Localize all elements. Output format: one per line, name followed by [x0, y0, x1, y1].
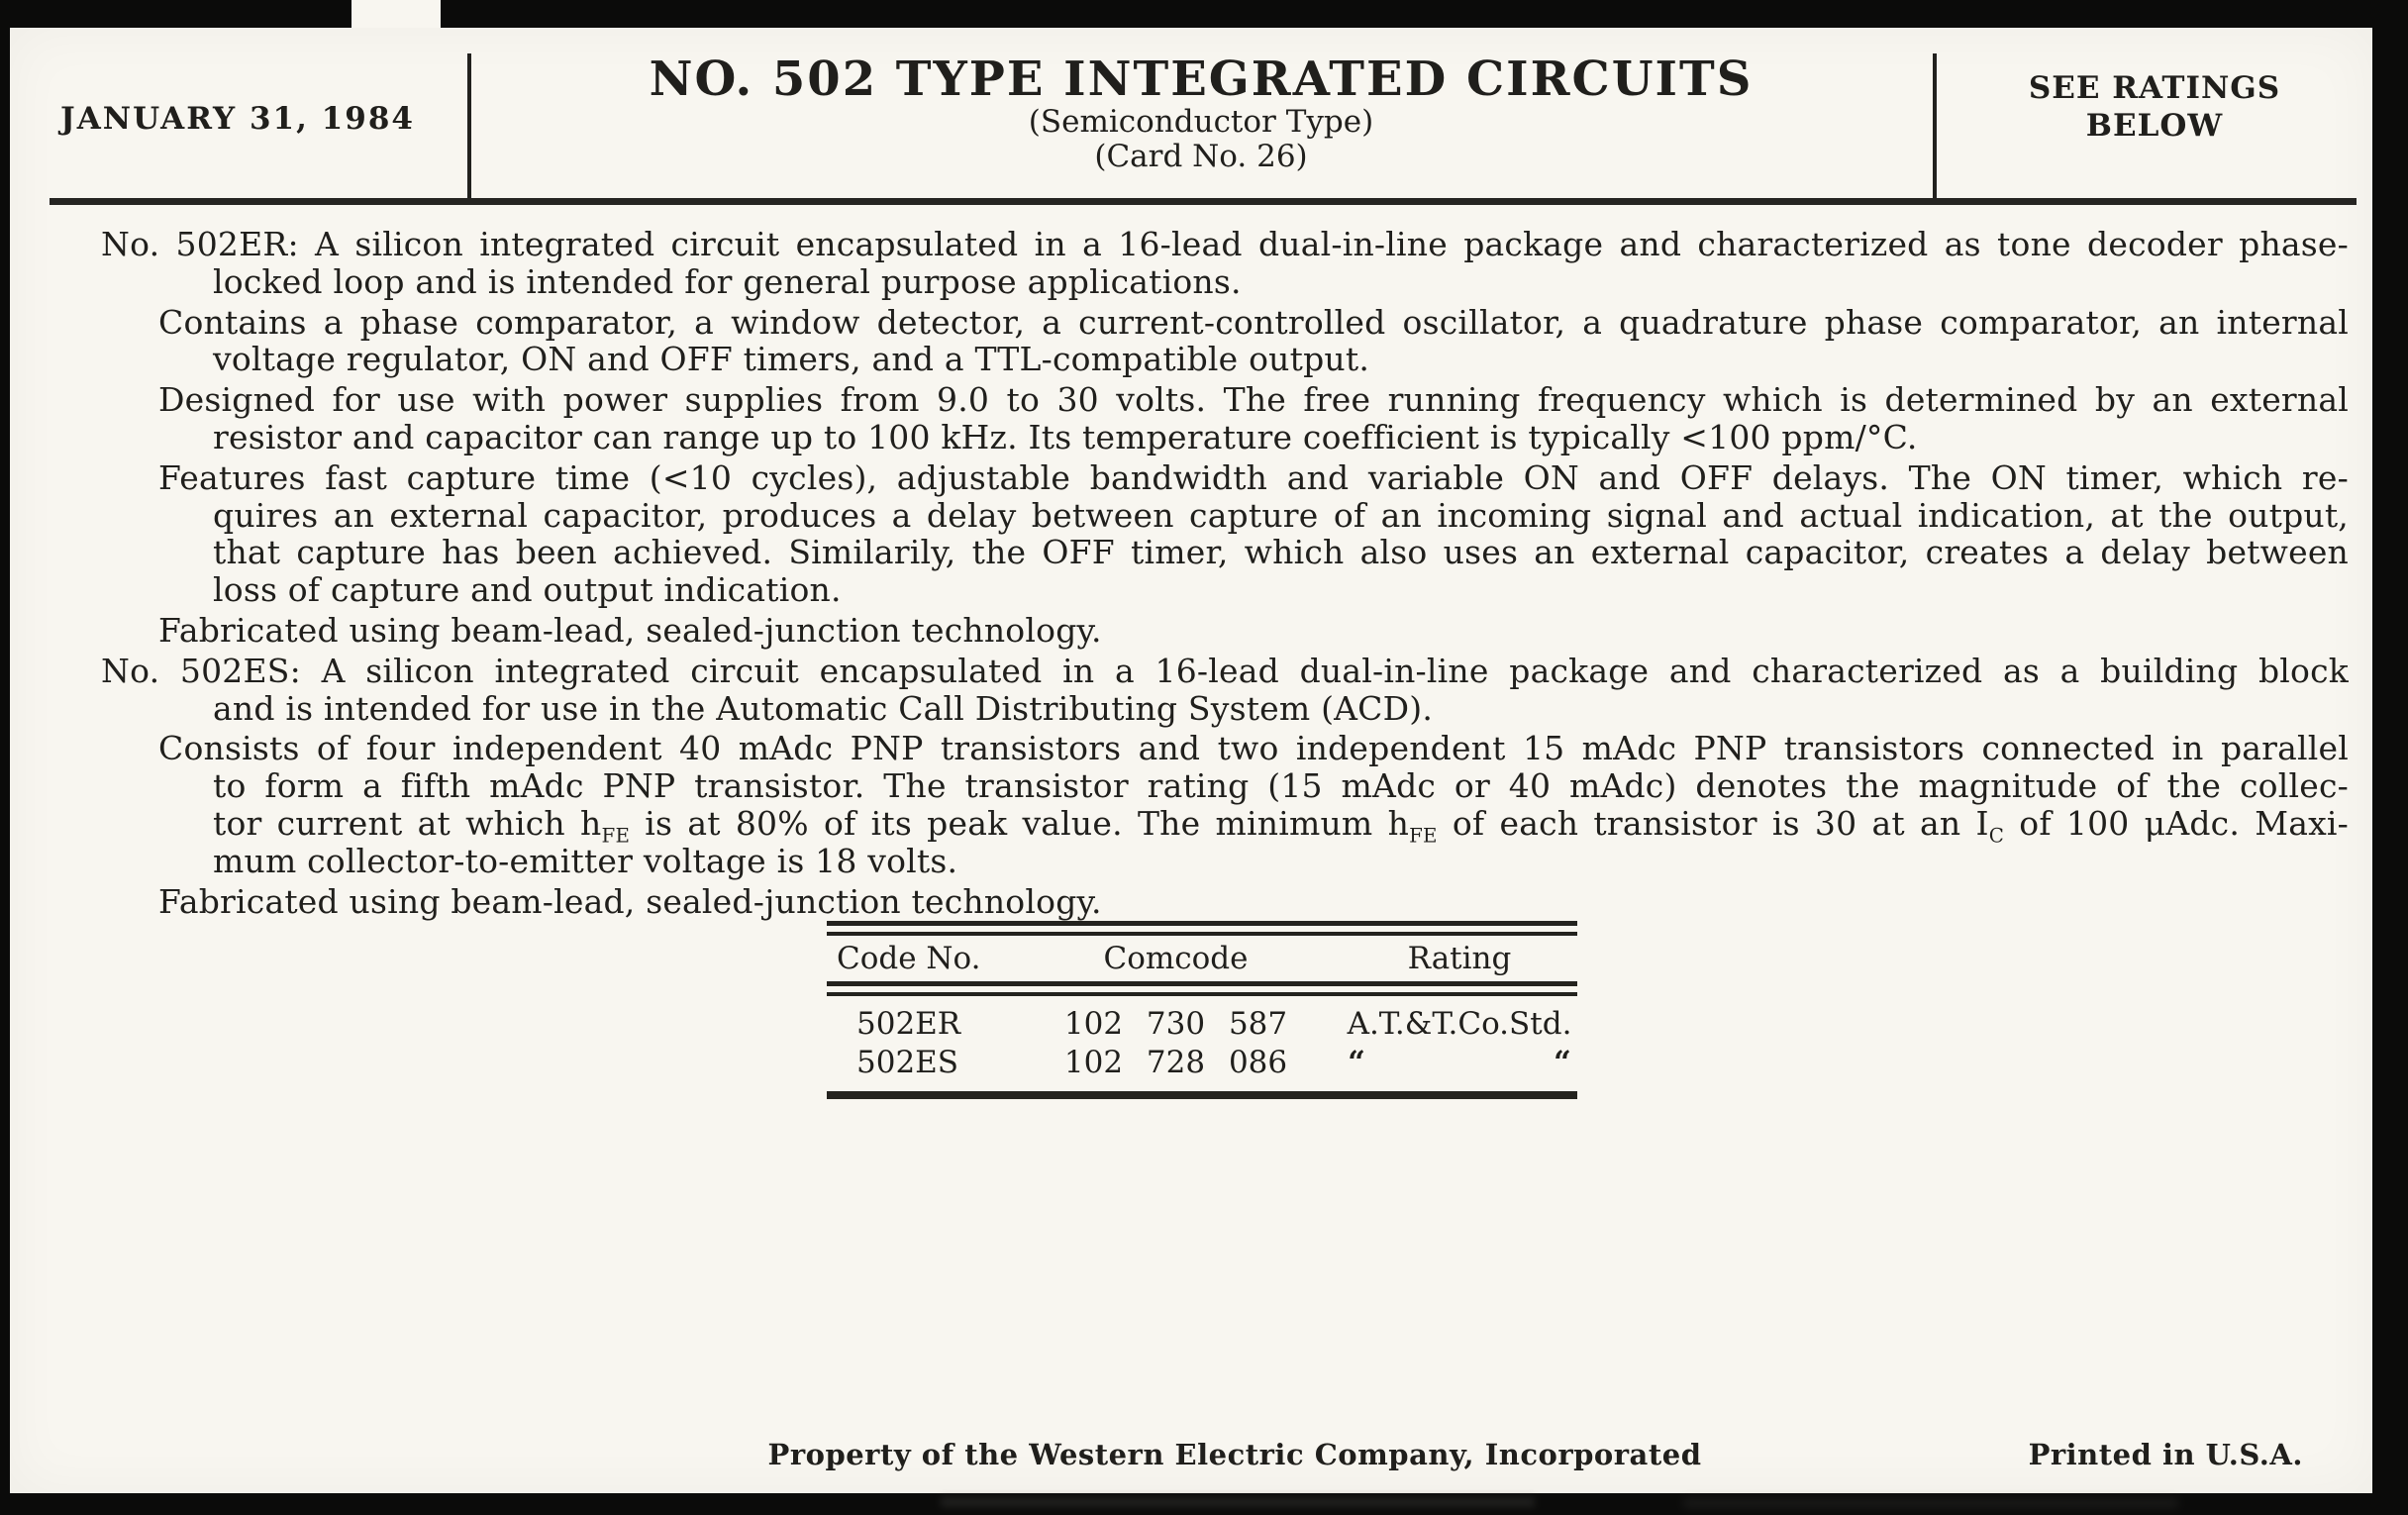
text-line: quires an external capacitor, produces a delay between capture of an incoming signal and actual indication, at the output, — [213, 495, 2349, 535]
cell-rating — [1342, 1045, 1577, 1080]
document-title: NO. 502 TYPE INTEGRATED CIRCUITS — [649, 51, 1754, 107]
column-header-code: Code No. — [837, 941, 981, 976]
ratings-note — [1937, 69, 2372, 145]
ratings-note-line: SEE RATINGS — [2028, 70, 2281, 106]
datasheet-card — [10, 28, 2372, 1493]
text-line: mum collector-to-emitter voltage is 18 volts. — [213, 841, 958, 880]
cell-code-no: 502ES — [856, 1044, 959, 1080]
cell-comcode: 102 728 086 — [1063, 1044, 1288, 1080]
cell-comcode: 102 730 587 — [1063, 1005, 1288, 1042]
card-number: (Card No. 26) — [1094, 139, 1308, 174]
scan-edge-notch — [351, 0, 441, 28]
cell-code-no: 502ER — [856, 1005, 961, 1042]
text-line: voltage regulator, ON and OFF timers, and a TTL-compatible output. — [213, 340, 1370, 379]
text-line: No. 502ER: A silicon integrated circuit encapsulated in a 16-lead dual-in-line package and characterized as tone decoder phase- — [101, 225, 2349, 263]
paragraph — [10, 730, 2349, 879]
ditto-mark: “ — [1554, 1044, 1571, 1080]
text-line: Fabricated using beam-lead, sealed-junction technology. — [158, 881, 1102, 921]
paragraph — [10, 883, 2349, 921]
ditto-mark: “ — [1348, 1044, 1365, 1080]
paragraph — [10, 381, 2349, 456]
printed-in-usa: Printed in U.S.A. — [2028, 1438, 2303, 1471]
header-rule — [50, 198, 2357, 205]
text-line: Features fast capture time (<10 cycles), adjustable bandwidth and variable ON and OFF delays. The ON timer, which re- — [158, 457, 2349, 497]
paragraph — [10, 226, 2349, 301]
table-row — [827, 1004, 1577, 1043]
text-line: loss of capture and output indication. — [213, 570, 842, 610]
paragraph — [10, 304, 2349, 379]
text-line: resistor and capacitor can range up to 100 kHz. Its temperature coefficient is typically <100 ppm/°C. — [213, 417, 1918, 456]
property-notice: Property of the Western Electric Company, Incorporated — [767, 1438, 1702, 1471]
header-title-block — [471, 53, 1931, 174]
table-row — [827, 1043, 1577, 1081]
text-line: Fabricated using beam-lead, sealed-junction technology. — [158, 610, 1102, 650]
table-rule-top — [827, 921, 1577, 936]
table-rule-bottom — [827, 1091, 1577, 1099]
text-line: locked loop and is intended for general purpose applications. — [213, 261, 1242, 301]
ratings-note-line: BELOW — [2085, 108, 2224, 144]
text-line: Consists of four independent 40 mAdc PNP transistors and two independent 15 mAdc PNP transistors connected in parallel — [158, 729, 2349, 768]
scan-artifact — [941, 1497, 1535, 1507]
paragraph — [10, 653, 2349, 728]
text-line: that capture has been achieved. Similarily, the OFF timer, which also uses an external capacitor, creates a delay between — [213, 533, 2349, 572]
paragraph — [10, 459, 2349, 609]
text-line: tor current at which $h_{FE}$ is at 80% of its peak value. The minimum $h_{FE}$ of each transistor is 30 at an $I_C$ of 100 μAdc. Maxi- — [213, 803, 2349, 848]
table-rule-mid — [827, 981, 1577, 996]
scan-artifact — [1683, 1499, 2178, 1507]
text-line: Designed for use with power supplies from 9.0 to 30 volts. The free running frequency which is determined by an external — [158, 380, 2349, 420]
document-subtitle: (Semiconductor Type) — [1028, 104, 1374, 140]
card-header — [10, 28, 2372, 198]
ratings-table — [827, 921, 1577, 1099]
paragraph — [10, 612, 2349, 650]
text-line: No. 502ES: A silicon integrated circuit encapsulated in a 16-lead dual-in-line package and characterized as a building block — [101, 651, 2349, 690]
table-body — [827, 1004, 1577, 1081]
table-header-row — [827, 936, 1577, 981]
text-line: and is intended for use in the Automatic Call Distributing System (ACD). — [213, 688, 1434, 728]
issue-date: JANUARY 31, 1984 — [60, 101, 415, 137]
body-text — [10, 226, 2372, 923]
column-header-rating: Rating — [1407, 941, 1512, 976]
text-line: Contains a phase comparator, a window detector, a current-controlled oscillator, a quadrature phase comparator, an internal — [158, 302, 2349, 342]
column-header-comcode: Comcode — [1103, 941, 1249, 976]
cell-rating: A.T.&T.Co.Std. — [1347, 1005, 1572, 1042]
text-line: to form a fifth mAdc PNP transistor. The transistor rating (15 mAdc or 40 mAdc) denotes the magnitude of the collec- — [213, 766, 2349, 806]
